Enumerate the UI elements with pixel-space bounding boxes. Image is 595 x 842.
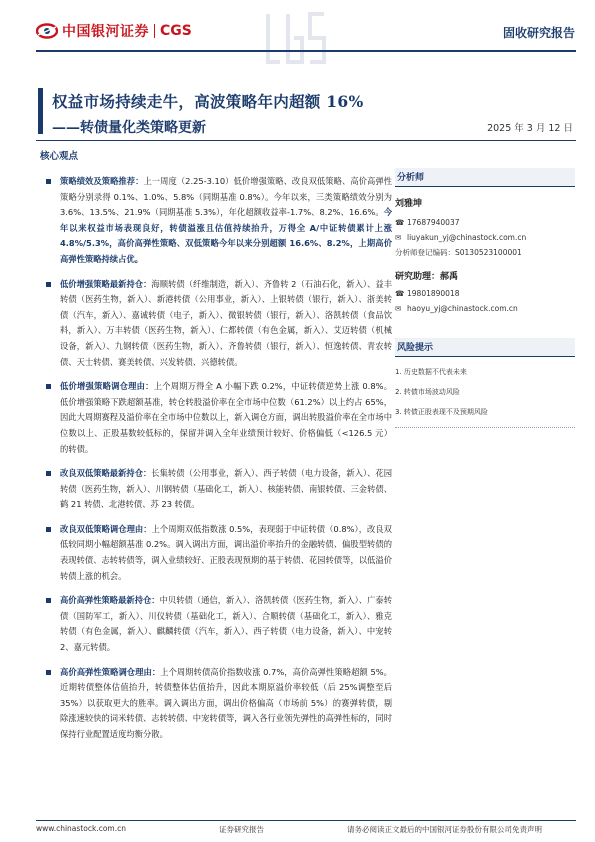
report-type-label: 固收研究报告 — [502, 26, 575, 40]
bullet-square-icon — [46, 598, 51, 603]
analyst-phone: 17687940037 — [407, 218, 460, 227]
core-item-lead: 低价增强策略最新持仓： — [60, 278, 152, 289]
company-logo — [36, 20, 192, 42]
core-item-duallow-rationale — [40, 522, 392, 584]
cgs-watermark-icon — [262, 8, 334, 68]
email-icon: ✉ — [395, 233, 402, 242]
analyst-license-label: 分析师登记编码： — [395, 248, 455, 257]
analyst-name: 刘雅坤 — [395, 199, 423, 209]
core-points-section — [40, 148, 392, 752]
footer-disclaimer: 请务必阅读正文最后的中国银河证券股份有限公司免责声明 — [347, 825, 542, 834]
bullet-square-icon — [46, 384, 51, 389]
core-item-duallow-holdings — [40, 466, 392, 513]
assistant-heading — [395, 269, 575, 282]
email-icon: ✉ — [395, 304, 402, 313]
assistant-name: 郝禹 — [440, 272, 459, 282]
title-accent-bar — [38, 88, 43, 134]
risk-section-heading: 风险提示 — [395, 338, 575, 357]
core-item-text: 上个周期转债高价指数收涨 0.7%，高价高弹性策略超额 5%。近期转债整体估值抬升，转债整体估值抬升，因此本期原溢价率较低（后 25%调整至后 35%）以获取更大的胜率。调入调出方面，调出价格偏高（市场前 5%）的赛弹转债，剔除涨速较快的词米转债、志转转债、中宠转债等，调入各行业领先弹性的高弹性标的，同时保持行业配置适度均衡分散。 — [60, 666, 392, 739]
risk-item: 3. 转债正股表现不及预期风险 — [395, 408, 488, 416]
assistant-phone-row — [395, 286, 575, 301]
core-item-highlight: 今年以来权益市场表现良好，转债溢涨且估值持续抬升，万得全 A/中证转债累计上涨 4.8%/5.3%，高价高弹性策略、双低策略今年以来分别超额 16.6%、8.2%，上期高价高弹性策略持续占优。 — [60, 207, 392, 264]
core-item-lead: 低价增强策略调仓理由： — [60, 381, 154, 392]
risk-list — [395, 367, 575, 418]
logo-text-en: CGS — [160, 23, 192, 39]
core-points-heading: 核心观点 — [40, 151, 79, 162]
core-item-lead: 高价高弹性策略调仓理由： — [60, 666, 161, 677]
report-title: 权益市场持续走牛，高波策略年内超额 16% — [52, 92, 364, 111]
bullet-square-icon — [46, 527, 51, 532]
analyst-section-heading: 分析师 — [395, 168, 575, 187]
footer-divider — [36, 820, 576, 821]
core-item-text: 海顺转债（纤维制造，新入）、齐鲁转 2（石油石化，新入）、益丰转债（医药生物，新入）、新港转债（公用事业，新入）、上银转债（银行，新入）、浙美转债（汽车，新入）、嘉诚转债（电子，新入）、微银转债（银行，新入）、洛凯转债（食品饮料，新入）、万丰转债（医药生物，新入）、仁都转债（有色金属，新入）、艾迈转债（机械设备，新入）、九钢转债（医药生物，新入）、齐鲁转债（银行，新入）、恒逸转债、青农转债、天士转债、赛美转债、兴发转债、兴德转债。 — [60, 278, 392, 367]
core-item-text: 上个周期万得全 A 小幅下跌 0.2%，中证转债逆势上涨 0.8%。低价增强策略下跌超额基准，转仓转股溢价率在全市场中位数（61.2%）以上约占 65%，因此大周期赛程及溢价率在全市场中位数以上，新入调仓方面，调出转股溢价率在全市场中位数以上、正股基数较低标的，保留并调入全年业绩预计较好、价格偏低（<126.5 元）的转债。 — [60, 381, 392, 454]
header-divider — [36, 50, 576, 52]
core-item-text: 长集转债（公用事业，新入）、西子转债（电力设备，新入）、花园转债（医药生物，新入）、川钢转债（基础化工，新入）、核能转债、南银转债、三金转债、鹤 21 转债、北港转债、苏 23 转债。 — [60, 468, 392, 510]
title-divider — [36, 140, 576, 141]
phone-icon: ☎ — [395, 218, 405, 227]
risk-item: 1. 历史数据不代表未来 — [395, 368, 467, 376]
footer-website-link[interactable]: www.chinastock.com.cn — [36, 824, 126, 833]
footer-center-label: 证券研究报告 — [219, 825, 264, 834]
report-date: 2025 年 3 月 12 日 — [487, 123, 573, 134]
galaxy-logo-icon — [36, 22, 58, 40]
analyst-license: S0130523100001 — [455, 248, 522, 257]
assistant-phone: 19801890018 — [407, 289, 460, 298]
core-item-lowprice-holdings — [40, 277, 392, 371]
analyst-phone-row — [395, 215, 575, 230]
core-item-performance — [40, 174, 392, 268]
analyst-email-row — [395, 230, 575, 245]
risk-divider — [395, 427, 575, 428]
phone-icon: ☎ — [395, 289, 405, 298]
assistant-email-row — [395, 301, 575, 316]
core-item-lead: 策略绩效及策略推荐： — [60, 176, 144, 186]
analyst-email[interactable]: liuyakun_yj@chinastock.com.cn — [407, 233, 527, 242]
logo-separator — [154, 24, 155, 38]
report-subtitle: ——转债量化类策略更新 — [52, 120, 206, 136]
logo-text-cn: 中国银河证券 — [62, 24, 149, 40]
core-item-text: 上一周度（2.25-3.10）低价增强策略、改良双低策略、高价高弹性策略分别录得 0.1%、1.0%、5.8%（同期基准 0.8%）。今年以来，三类策略绩效分别为 3.6%、13.5%、21.9%（同期基准 5.3%），年化超额收益率-1.7%、8.2%、16.6%。 — [60, 176, 392, 218]
core-item-highvol-rationale — [40, 665, 392, 743]
bullet-square-icon — [46, 179, 51, 184]
core-item-text: 上个周期双低指数涨 0.5%，表现弱于中证转债（0.8%），改良双低较同期小幅超额基准 0.2%。调入调出方面，调出溢价率抬升的金融转债、偏股型转债的表现转债、志转转债等，调入业绩较好、正股表现预期的基于转债、花园转债等，以低溢价转债上涨的机会。 — [60, 523, 392, 581]
core-item-lowprice-rationale — [40, 379, 392, 457]
sidebar — [395, 168, 575, 428]
risk-item: 2. 转债市场波动风险 — [395, 388, 460, 396]
core-item-lead: 改良双低策略最新持仓： — [60, 468, 152, 479]
bullet-square-icon — [46, 471, 51, 476]
bullet-square-icon — [46, 670, 51, 675]
core-item-highvol-holdings — [40, 593, 392, 655]
bullet-square-icon — [46, 282, 51, 287]
core-item-text: 中贝转债（通信，新入）、洛凯转债（医药生物，新入）、广泰转债（国防军工，新入）、川仪转债（基础化工，新入）、合顺转债（基础化工，新入）、雅克转债（有色金属，新入）、麒麟转债（汽车，新入）、西子转债（电力设备，新入）、中宠转 2、嘉元转债。 — [60, 595, 392, 653]
assistant-label: 研究助理： — [395, 272, 441, 282]
core-item-lead: 高价高弹性策略最新持仓： — [60, 595, 160, 606]
core-item-lead: 改良双低策略调仓理由： — [60, 523, 152, 534]
assistant-email[interactable]: haoyu_yj@chinastock.com.cn — [407, 304, 518, 313]
analyst-license-row — [395, 245, 575, 260]
